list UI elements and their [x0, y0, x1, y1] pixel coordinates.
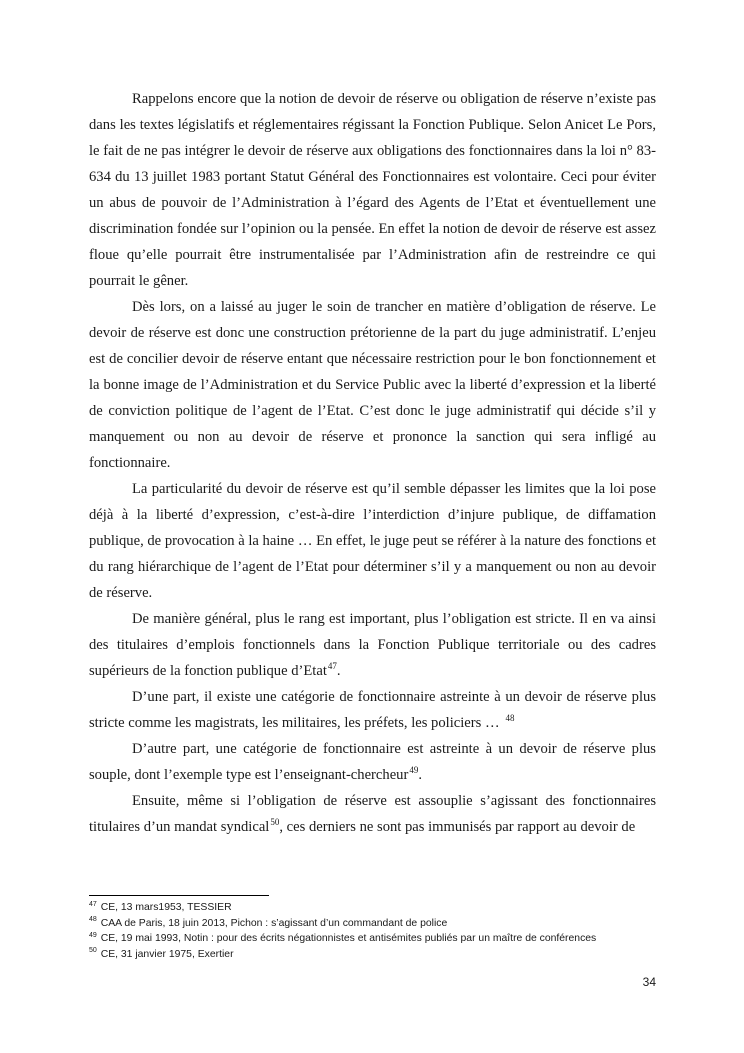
paragraph-1: Rappelons encore que la notion de devoir de réserve ou obligation de réserve n’existe pas dans les textes législatifs et réglementaires régissant la Fonction Publique. Selon Anicet Le Pors, le fait de ne pas intégrer le devoir de réserve aux obligations des fonctionnaires dans la loi n° 83-634 du 13 juillet 1983 portant Statut Général des Fonctionnaires est volontaire. Ceci pour éviter un abus de pouvoir de l’Administration à l’égard des Agents de l’Etat et éventuellement une discrimination fondée sur l’opinion ou la pensée. En effet la notion de devoir de réserve est assez floue qu’elle pourrait être instrumentalisée par l’Administration afin de restreindre ce qui pourrait le gêner. [89, 91, 656, 289]
paragraph-3: La particularité du devoir de réserve est qu’il semble dépasser les limites que la loi pose déjà à la liberté d’expression, c’est-à-dire l’interdiction d’injure publique, de diffamation publique, de provocation à la haine … En effet, le juge peut se référer à la nature des fonctions et du rang hiérarchique de l’agent de l’Etat pour déterminer s’il y a manquement ou non au devoir de réserve. [89, 481, 656, 601]
page-number: 34 [642, 975, 656, 989]
footnote-ref-47[interactable]: 47 [327, 661, 337, 672]
footnote-ref-50[interactable]: 50 [270, 817, 280, 828]
paragraph-2: Dès lors, on a laissé au juger le soin de trancher en matière d’obligation de réserve. Le devoir de réserve est donc une construction prétorienne de la part du juge administratif. L’enjeu est de concilier devoir de réserve entant que nécessaire restriction pour le bon fonctionnement et la bonne image de l’Administration et du Service Public avec la liberté d’expression et la liberté de conviction politique de l’agent de l’Etat. C’est donc le juge administratif qui décide s’il y manquement ou non au devoir de réserve et prononce la sanction qui sera infligé au fonctionnaire. [89, 299, 656, 471]
footnote-ref-48[interactable]: 48 [505, 713, 515, 724]
footnote-number: 49 [89, 931, 97, 939]
footnote-47 [89, 900, 669, 916]
paragraph-4 [89, 606, 656, 684]
paragraph-5-text: D’une part, il existe une catégorie de fonctionnaire astreinte à un devoir de réserve plus stricte comme les magistrats, les militaires, les préfets, les policiers … [89, 689, 656, 731]
footnote-text: CAA de Paris, 18 juin 2013, Pichon : s’agissant d’un commandant de police [100, 917, 448, 929]
paragraph-6-text: D’autre part, une catégorie de fonctionnaire est astreinte à un devoir de réserve plus souple, dont l’exemple type est l’enseignant-chercheur [89, 741, 656, 783]
paragraph-6 [89, 736, 656, 788]
footnote-text: CE, 13 mars1953, TESSIER [100, 902, 232, 913]
footnote-separator [89, 895, 269, 896]
paragraph-4-text: De manière général, plus le rang est important, plus l’obligation est stricte. Il en va ainsi des titulaires d’emplois fonctionnels dans la Fonction Publique territoriale ou des cadres supérieurs de la fonction publique d’Etat [89, 611, 656, 679]
footnotes [89, 900, 669, 962]
footnote-number: 50 [89, 947, 97, 955]
paragraph-7-text-cont: , ces derniers ne sont pas immunisés par rapport au devoir de [279, 819, 636, 835]
footnote-48 [89, 916, 669, 932]
footnote-text: CE, 31 janvier 1975, Exertier [100, 948, 234, 960]
paragraph-4-end: . [336, 663, 341, 679]
paragraph-7 [89, 788, 656, 840]
footnote-text: CE, 19 mai 1993, Notin : pour des écrits négationnistes et antisémites publiés par un maître de conférences [100, 933, 597, 945]
footnote-number: 47 [89, 900, 97, 908]
paragraph-5 [89, 684, 656, 736]
footnote-number: 48 [89, 916, 97, 924]
paragraph-6-end: . [418, 767, 422, 783]
footnote-50 [89, 947, 669, 963]
body-text [89, 86, 656, 840]
paragraph-7-text: Ensuite, même si l’obligation de réserve est assouplie s’agissant des fonctionnaires titulaires d’un mandat syndical [89, 793, 656, 835]
footnote-49 [89, 931, 669, 947]
footnote-ref-49[interactable]: 49 [409, 765, 419, 776]
